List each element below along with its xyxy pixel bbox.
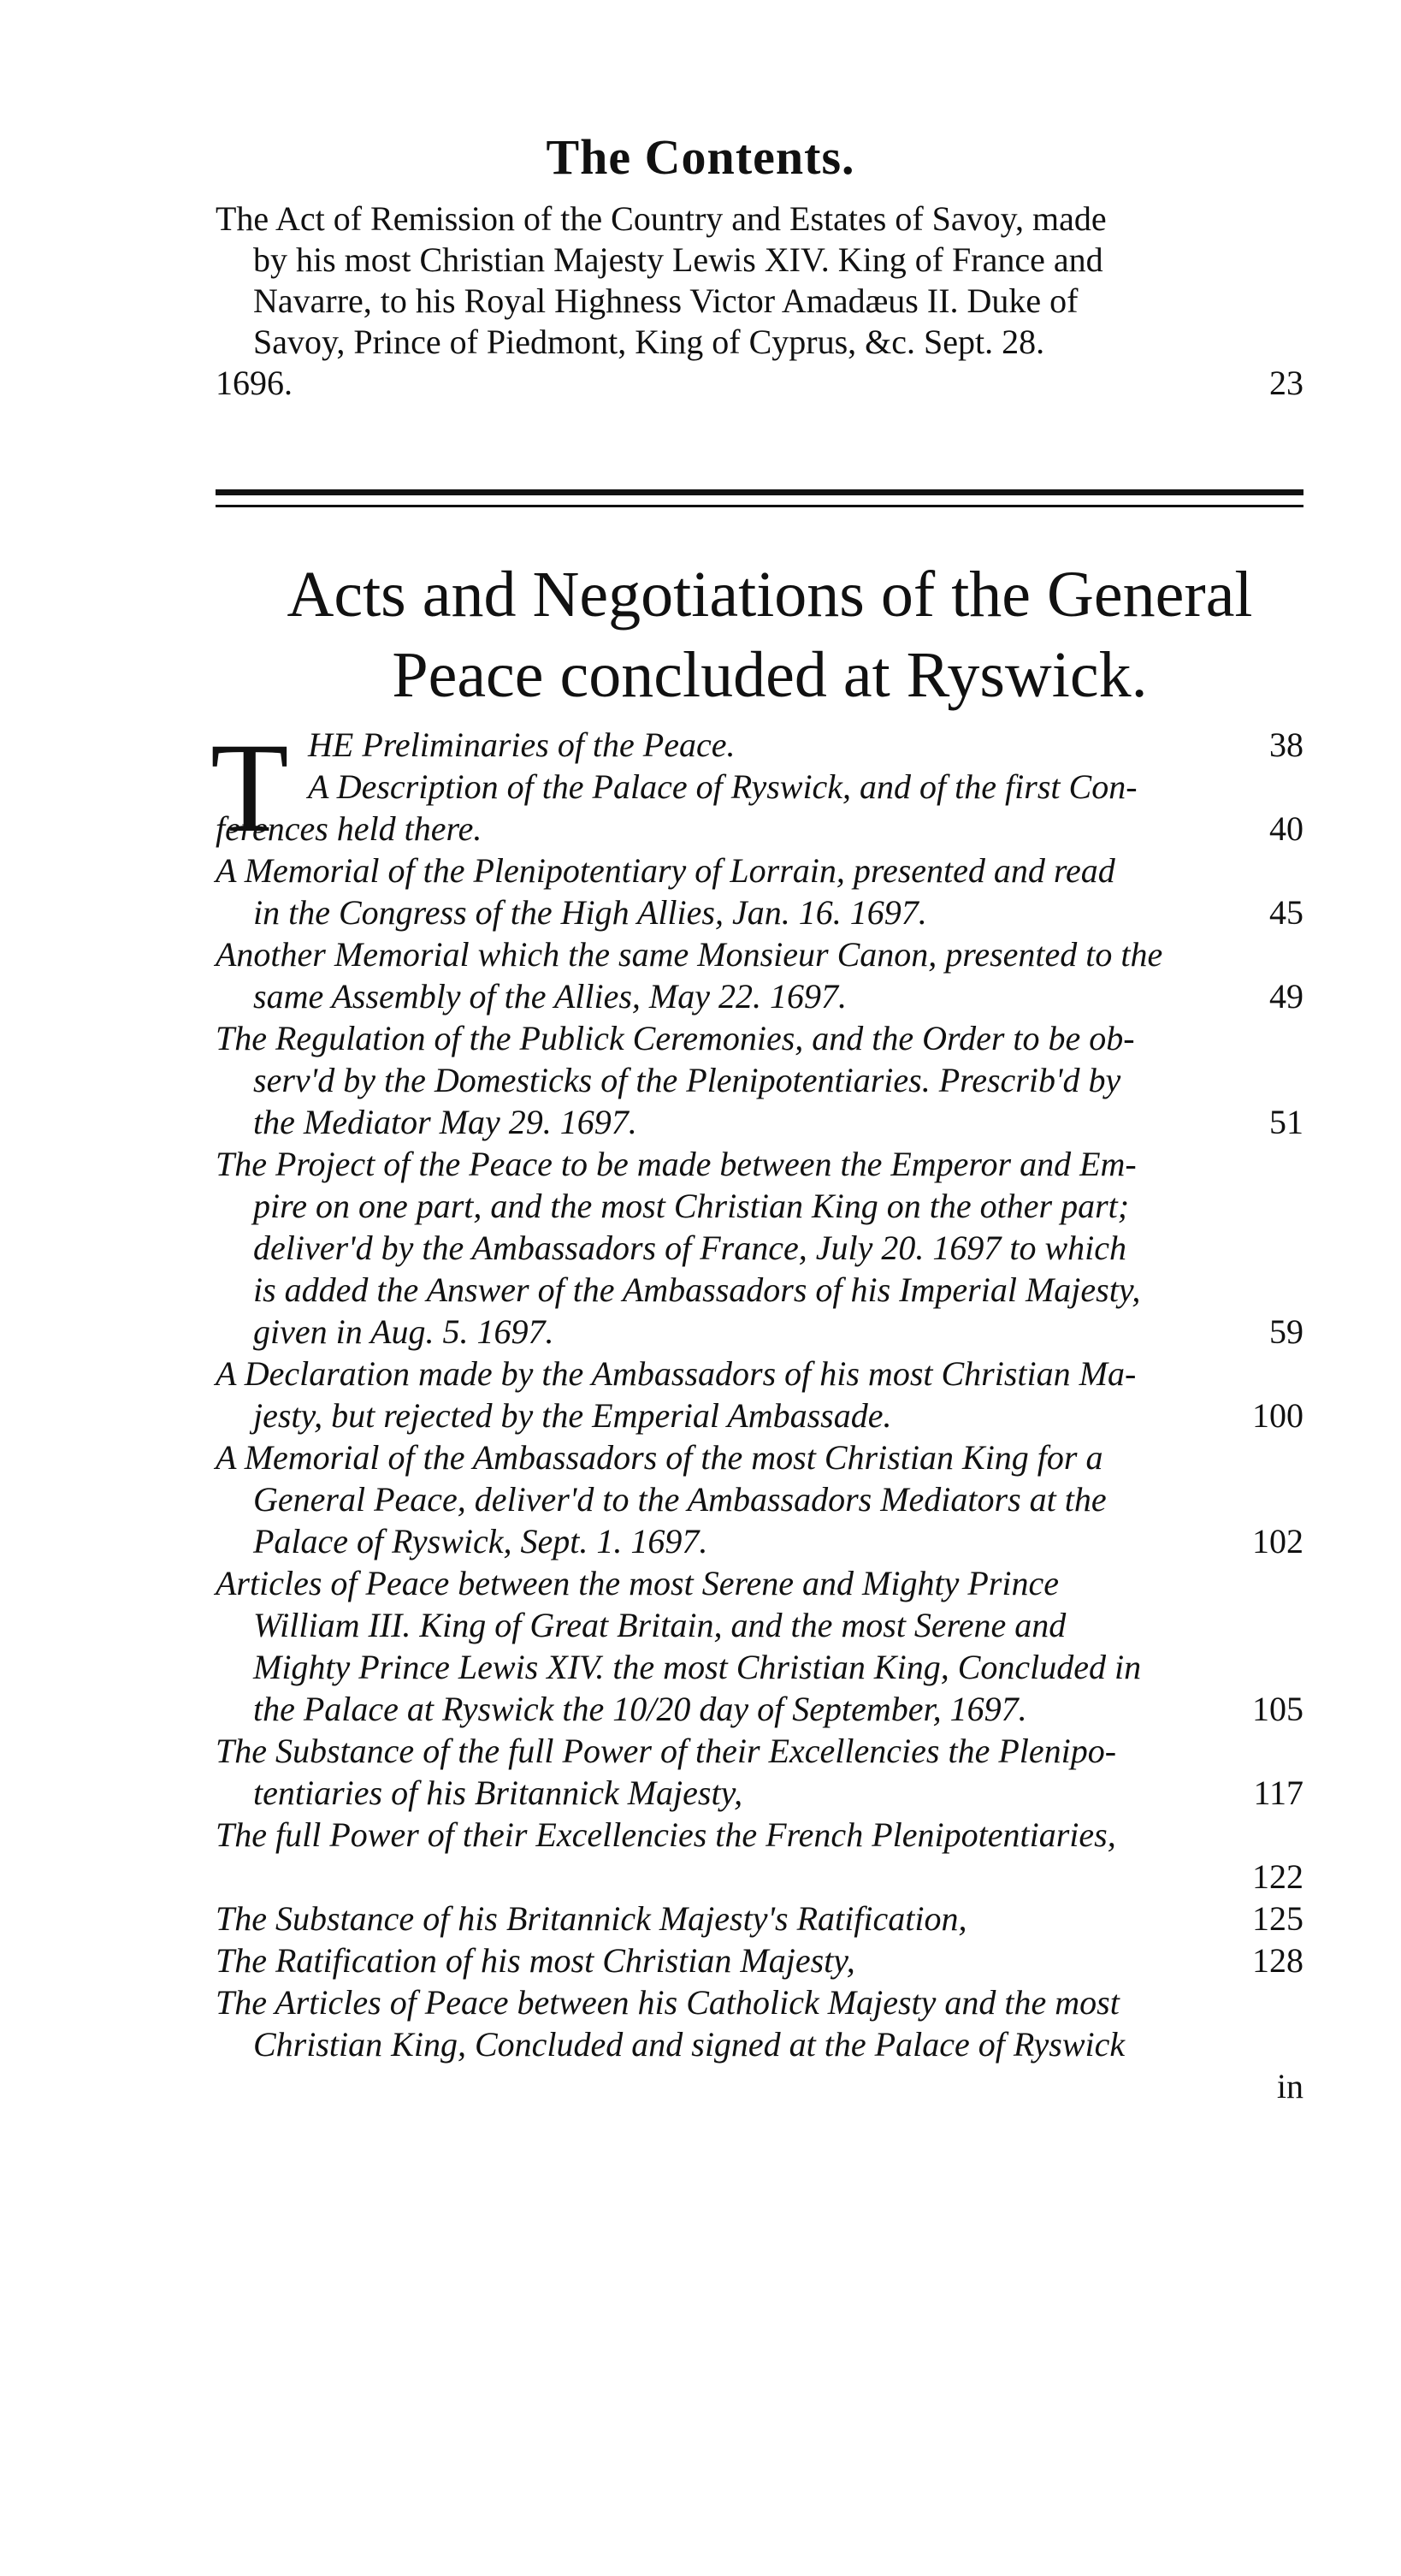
- toc-line-text: deliver'd by the Ambassadors of France, July 20. 1697 to which: [253, 1229, 1126, 1267]
- toc-line-text: the Palace at Ryswick the 10/20 day of September, 1697.: [253, 1690, 1027, 1728]
- toc-line-text: the Mediator May 29. 1697.: [253, 1103, 637, 1141]
- entry-line: The Act of Remission of the Country and Estates of Savoy, made: [216, 199, 1107, 238]
- page-number: 23: [1269, 364, 1303, 402]
- toc-line-text: Christian King, Concluded and signed at the Palace of Ryswick: [253, 2025, 1126, 2064]
- toc-line-text: jesty, but rejected by the Emperial Ambassade.: [253, 1396, 892, 1435]
- toc-line: [216, 1436, 1303, 1478]
- toc-line-text: A Description of the Palace of Ryswick, and of the first Con-: [308, 767, 1138, 806]
- page-number: 122: [1252, 1857, 1303, 1896]
- section-title-line-1: Acts and Negotiations of the General: [287, 559, 1253, 631]
- toc-line-text: The Articles of Peace between his Catholick Majesty and the most: [216, 1983, 1120, 2022]
- page-number: 51: [1269, 1103, 1303, 1141]
- page-number: 49: [1269, 977, 1303, 1016]
- toc-line-text: General Peace, deliver'd to the Ambassadors Mediators at the: [253, 1480, 1107, 1519]
- toc-line: [216, 1227, 1303, 1269]
- toc-line: [216, 1646, 1303, 1688]
- toc-line: [216, 1059, 1303, 1101]
- page-number: 100: [1252, 1396, 1303, 1435]
- toc-line-text: same Assembly of the Allies, May 22. 1697.: [253, 977, 847, 1016]
- toc-line-text: William III. King of Great Britain, and the most Serene and: [253, 1606, 1067, 1644]
- toc-line-text: Palace of Ryswick, Sept. 1. 1697.: [253, 1522, 708, 1560]
- section-divider-rule: [216, 489, 1303, 495]
- toc-line-text: HE Preliminaries of the Peace.: [308, 725, 736, 764]
- toc-line: [216, 1017, 1303, 1059]
- toc-line: [216, 850, 1303, 891]
- toc-line: [216, 1562, 1303, 1604]
- toc-line-text: ferences held there.: [216, 809, 482, 848]
- page-number: 102: [1252, 1522, 1303, 1560]
- toc-line-text: tentiaries of his Britannick Majesty,: [253, 1774, 743, 1812]
- toc-line-text: given in Aug. 5. 1697.: [253, 1312, 554, 1351]
- toc-line: [216, 1772, 1303, 1814]
- page-number: 125: [1252, 1899, 1303, 1938]
- page-number: 38: [1269, 725, 1303, 764]
- toc-line: [216, 2023, 1303, 2065]
- toc-line: [216, 1185, 1303, 1227]
- toc-line: [216, 975, 1303, 1017]
- toc-line-text: A Declaration made by the Ambassadors of his most Christian Ma-: [216, 1354, 1137, 1393]
- toc-line: [216, 724, 1303, 766]
- page-number: 117: [1253, 1774, 1303, 1812]
- toc-line: [216, 1814, 1303, 1856]
- toc-line: [216, 1898, 1303, 1939]
- toc-line: [216, 766, 1303, 808]
- toc-entries: [216, 724, 1303, 2107]
- entry-line: Navarre, to his Royal Highness Victor Amadæus II. Duke of: [253, 281, 1079, 320]
- toc-line: [216, 933, 1303, 975]
- toc-line-text: serv'd by the Domesticks of the Plenipotentiaries. Prescrib'd by: [253, 1061, 1121, 1099]
- toc-line: [216, 1981, 1303, 2023]
- toc-line: [216, 1395, 1303, 1436]
- page-number: 59: [1269, 1312, 1303, 1351]
- toc-line: [216, 1856, 1303, 1898]
- toc-line-text: The Substance of his Britannick Majesty's Ratification,: [216, 1899, 967, 1938]
- toc-line: [216, 1143, 1303, 1185]
- toc-line-text: The Project of the Peace to be made between the Emperor and Em-: [216, 1145, 1137, 1183]
- toc-line: [216, 1478, 1303, 1520]
- toc-line-text: Articles of Peace between the most Serene and Mighty Prince: [216, 1564, 1059, 1602]
- toc-line: [216, 2065, 1303, 2107]
- toc-line-text: The full Power of their Excellencies the French Plenipotentiaries,: [216, 1815, 1116, 1854]
- toc-line: [216, 1939, 1303, 1981]
- toc-line-text: pire on one part, and the most Christian King on the other part;: [253, 1187, 1130, 1225]
- entry-line: Savoy, Prince of Piedmont, King of Cyprus, &c. Sept. 28.: [253, 323, 1045, 361]
- toc-line: [216, 808, 1303, 850]
- page-number: 40: [1269, 809, 1303, 848]
- toc-line-text: The Ratification of his most Christian Majesty,: [216, 1941, 855, 1980]
- toc-line-text: is added the Answer of the Ambassadors of his Imperial Majesty,: [253, 1270, 1141, 1309]
- drop-cap: T: [210, 717, 289, 859]
- toc-line-text: in the Congress of the High Allies, Jan. 16. 1697.: [253, 893, 927, 932]
- toc-line: [216, 1688, 1303, 1730]
- toc-line: [216, 1101, 1303, 1143]
- toc-line-text: Another Memorial which the same Monsieur Canon, presented to the: [216, 935, 1163, 974]
- toc-line-text: The Substance of the full Power of their Excellencies the Plenipo-: [216, 1732, 1117, 1770]
- section-divider-rule-thin: [216, 505, 1303, 507]
- toc-line: [216, 1730, 1303, 1772]
- page-number: 128: [1252, 1941, 1303, 1980]
- running-head: The Contents.: [546, 129, 855, 185]
- entry-line: 1696.: [216, 364, 293, 402]
- toc-line: [216, 1269, 1303, 1311]
- toc-line: [216, 1311, 1303, 1353]
- toc-line-text: A Memorial of the Plenipotentiary of Lorrain, presented and read: [216, 851, 1115, 890]
- toc-line-text: A Memorial of the Ambassadors of the most Christian King for a: [216, 1438, 1103, 1477]
- catchword: in: [1276, 2067, 1303, 2105]
- section-title-line-2: Peace concluded at Ryswick.: [392, 639, 1148, 711]
- toc-line-text: Mighty Prince Lewis XIV. the most Christian King, Concluded in: [253, 1648, 1142, 1686]
- toc-line: [216, 891, 1303, 933]
- page-number: 105: [1252, 1690, 1303, 1728]
- toc-line-text: The Regulation of the Publick Ceremonies, and the Order to be ob-: [216, 1019, 1135, 1057]
- toc-line: [216, 1520, 1303, 1562]
- page-number: 45: [1269, 893, 1303, 932]
- entry-line: by his most Christian Majesty Lewis XIV. King of France and: [253, 240, 1103, 279]
- toc-line: [216, 1353, 1303, 1395]
- toc-line: [216, 1604, 1303, 1646]
